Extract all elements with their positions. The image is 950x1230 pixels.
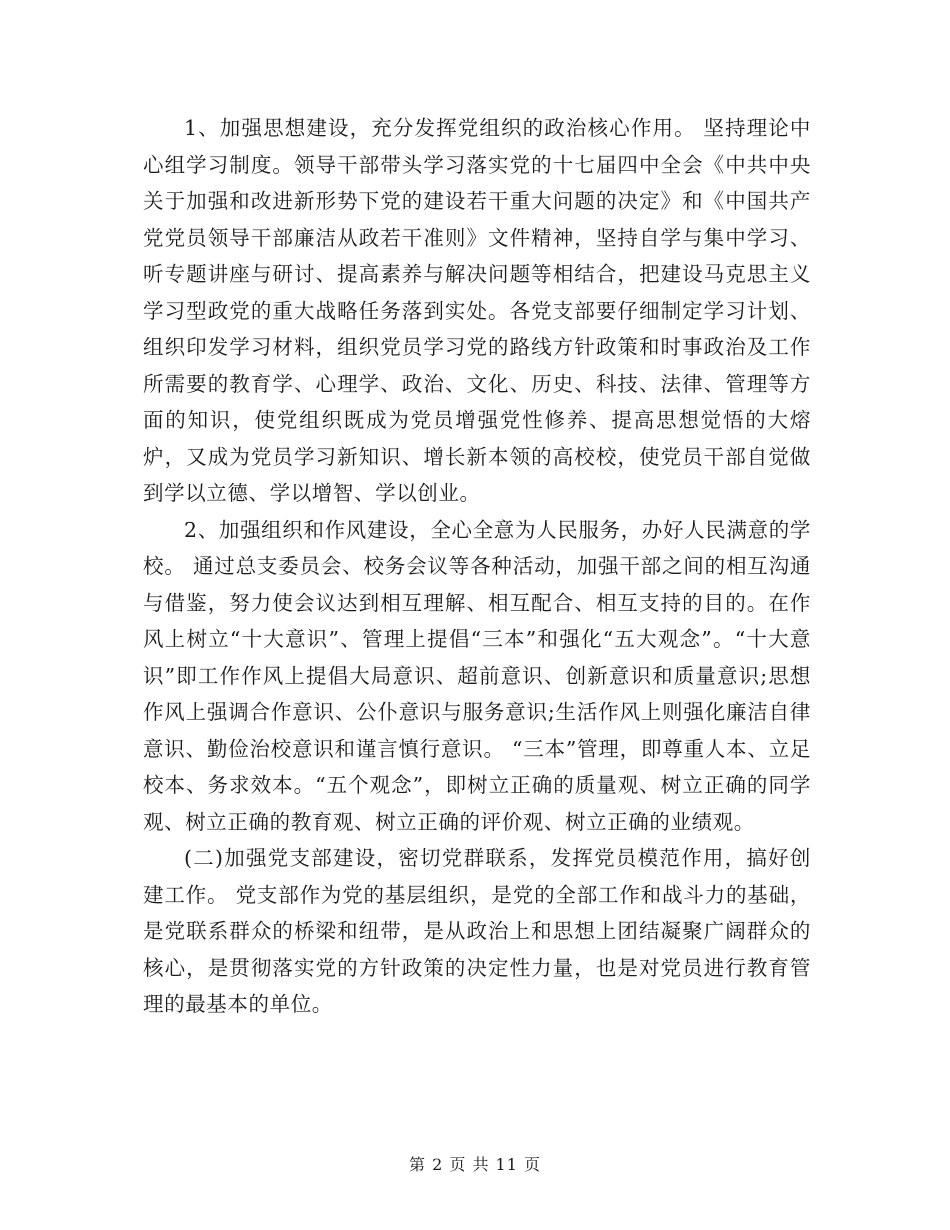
paragraph-ideological-building: 1、加强思想建设，充分发挥党组织的政治核心作用。 坚持理论中心组学习制度。领导干部带头学习落实党的十七届四中全会《中共中央关于加强和改进新形势下党的建设若干重大问题的决定》和《中国共产党党员领导干部廉洁从政若干准则》文件精神，坚持自学与集中学习、听专题讲座与研讨、提高素养与解决问题等相结合，把建设马克思主义学习型政党的重大战略任务落到实处。各党支部要仔细制定学习计划、组织印发学习材料，组织党员学习党的路线方针政策和时事政治及工作所需要的教育学、心理学、政治、文化、历史、科技、法律、管理等方面的知识，使党组织既成为党员增强党性修养、提高思想觉悟的大熔炉，又成为党员学习新知识、增长新本领的高校校，使党员干部自觉做到学以立德、学以增智、学以创业。 <box>143 116 811 505</box>
paragraph-organization-style-building: 2、加强组织和作风建设，全心全意为人民服务，办好人民满意的学校。 通过总支委员会、校务会议等各种活动，加强干部之间的相互沟通与借鉴，努力使会议达到相互理解、相互配合、相互支持的目的。在作风上树立“十大意识”、管理上提倡“三本”和强化“五大观念”。“十大意识”即工作作风上提倡大局意识、超前意识、创新意识和质量意识;思想作风上强调合作意识、公仆意识与服务意识;生活作风上则强化廉洁自律意识、勤俭治校意识和谨言慎行意识。 “三本”管理，即尊重人本、立足校本、务求效本。“五个观念”，即树立正确的质量观、树立正确的同学观、树立正确的教育观、树立正确的评价观、树立正确的业绩观。 <box>143 517 811 834</box>
paragraph-party-branch-building: (二)加强党支部建设，密切党群联系，发挥党员模范作用，搞好创建工作。 党支部作为党的基层组织，是党的全部工作和战斗力的基础，是党联系群众的桥梁和纽带，是从政治上和思想上团结凝聚广阔群众的核心，是贯彻落实党的方针政策的决定性力量，也是对党员进行教育管理的最基本的单位。 <box>143 846 811 1016</box>
page-number-footer: 第 2 页 共 11 页 <box>409 1155 541 1174</box>
document-body <box>143 110 811 1023</box>
